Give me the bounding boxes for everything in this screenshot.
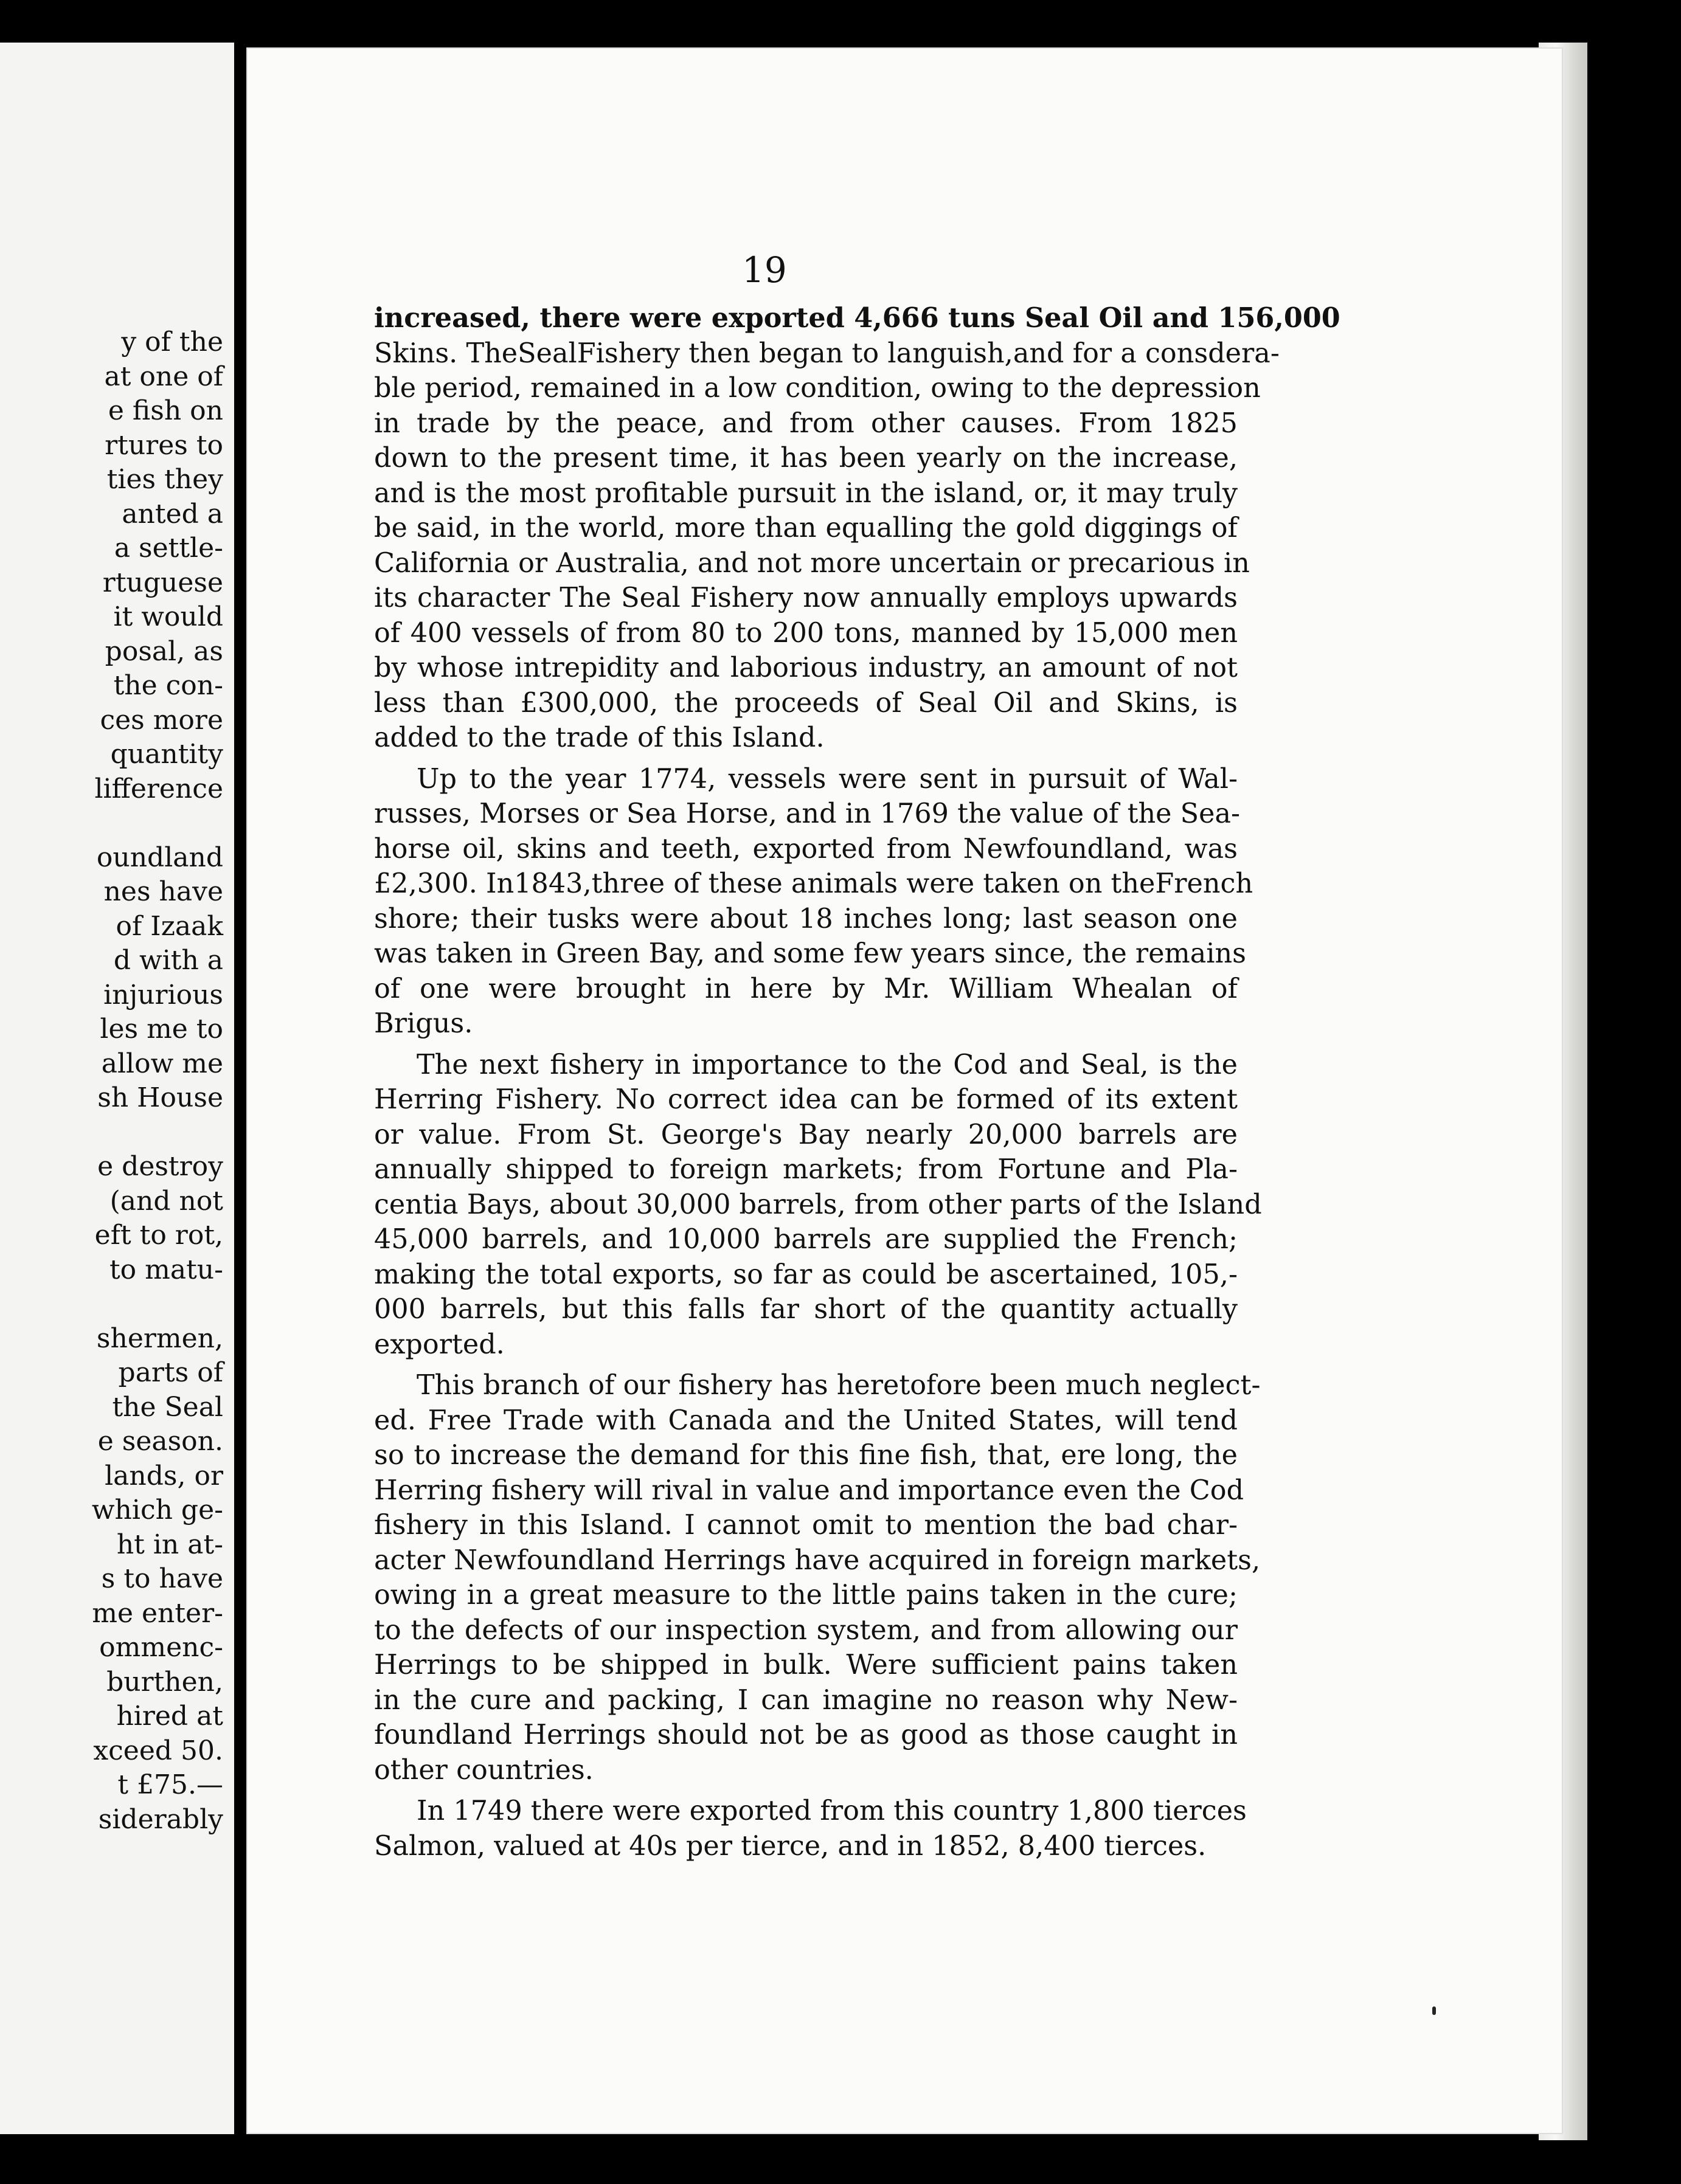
left-page-line: (and not: [109, 1185, 223, 1217]
text-line: The next fishery in importance to the Cod and Seal, is the: [417, 1049, 1238, 1080]
text-line: Herring fishery will rival in value and importance even the Cod: [374, 1474, 1244, 1506]
text-line: annually shipped to foreign markets; from Fortune and Pla-: [374, 1154, 1238, 1185]
text-line: 45,000 barrels, and 10,000 barrels are supplied the French;: [374, 1224, 1238, 1255]
ink-speck: [1432, 2006, 1436, 2015]
left-page-line: s to have: [101, 1563, 223, 1594]
left-page-line: xceed 50.: [93, 1735, 223, 1766]
text-line: Up to the year 1774, vessels were sent in pursuit of Wal-: [417, 763, 1238, 795]
text-line: by whose intrepidity and laborious industry, an amount of not: [374, 652, 1238, 683]
left-page-line: lifference: [94, 773, 223, 804]
text-line: fishery in this Island. I cannot omit to mention the bad char-: [374, 1510, 1238, 1541]
body-text: [374, 301, 1340, 1864]
text-line: was taken in Green Bay, and some few years since, the remains: [374, 938, 1246, 969]
left-page-line: hired at: [116, 1701, 223, 1732]
left-page-line: me enter-: [92, 1597, 223, 1629]
left-page-line: [92, 1116, 223, 1150]
left-page-line: oundland: [96, 841, 223, 873]
text-line: and is the most profitable pursuit in the island, or, it may truly: [374, 477, 1238, 509]
text-line: shore; their tusks were about 18 inches long; last season one: [374, 903, 1238, 935]
left-page-line: ties they: [106, 464, 223, 495]
text-line: so to increase the demand for this fine fish, that, ere long, the: [374, 1440, 1238, 1471]
text-line: This branch of our fishery has heretofore been much neglect-: [417, 1370, 1261, 1401]
left-page-line: the Seal: [112, 1391, 223, 1423]
left-page-line: y of the: [121, 327, 223, 358]
text-line: to the defects of our inspection system, and from allowing our: [374, 1614, 1238, 1646]
left-page-line: burthen,: [106, 1666, 223, 1698]
text-line: Brigus.: [374, 1008, 473, 1039]
left-page-line: of Izaak: [116, 910, 223, 942]
text-line: £2,300. In1843,three of these animals were taken on theFrench: [374, 868, 1253, 899]
left-page-line: it would: [113, 601, 223, 632]
left-page-line: quantity: [110, 739, 223, 770]
left-page-line: t £75.—: [117, 1769, 223, 1800]
left-page-line: a settle-: [114, 533, 223, 564]
text-line: less than £300,000, the proceeds of Seal Oil and Skins, is: [374, 687, 1238, 719]
left-page-line: to matu-: [109, 1254, 223, 1285]
text-line: added to the trade of this Island.: [374, 722, 825, 753]
left-page-line: parts of: [118, 1357, 223, 1388]
text-line: horse oil, skins and teeth, exported from Newfoundland, was: [374, 833, 1238, 865]
left-facing-page: [0, 43, 234, 2134]
text-line: be said, in the world, more than equalling the gold diggings of: [374, 513, 1238, 544]
text-line: its character The Seal Fishery now annually employs upwards: [374, 582, 1238, 613]
left-page-line: sh House: [97, 1082, 223, 1113]
left-page-line: siderably: [98, 1803, 223, 1835]
left-page-line: allow me: [101, 1048, 223, 1079]
text-line: in the cure and packing, I can imagine no reason why New-: [374, 1684, 1238, 1716]
text-line: of one were brought in here by Mr. William Whealan of: [374, 973, 1238, 1004]
left-page-line: rtuguese: [102, 567, 223, 598]
text-line: acter Newfoundland Herrings have acquired in foreign markets,: [374, 1544, 1261, 1576]
text-line: 000 barrels, but this falls far short of the quantity actually: [374, 1294, 1238, 1325]
text-line: Salmon, valued at 40s per tierce, and in 1852, 8,400 tierces.: [374, 1830, 1207, 1862]
text-line: exported.: [374, 1329, 505, 1360]
text-line: In 1749 there were exported from this country 1,800 tierces: [417, 1795, 1247, 1826]
left-page-line: ces more: [100, 704, 223, 736]
left-page-line: e fish on: [108, 395, 223, 426]
text-line: russes, Morses or Sea Horse, and in 1769 the value of the Sea-: [374, 798, 1241, 829]
text-line: Herring Fishery. No correct idea can be formed of its extent: [374, 1084, 1238, 1115]
text-line: Herrings to be shipped in bulk. Were sufficient pains taken: [374, 1650, 1238, 1681]
paragraph: [374, 1368, 1261, 1788]
text-line: of 400 vessels of from 80 to 200 tons, manned by 15,000 men: [374, 617, 1238, 649]
paragraph: [374, 1794, 1247, 1864]
left-page-line: [92, 1287, 223, 1322]
text-line: California or Australia, and not more uncertain or precarious in: [374, 547, 1250, 579]
left-page-line: e season.: [97, 1426, 223, 1457]
text-line: ed. Free Trade with Canada and the United States, will tend: [374, 1405, 1238, 1436]
left-page-line: eft to rot,: [94, 1220, 223, 1251]
text-line: foundland Herrings should not be as good as those caught in: [374, 1719, 1238, 1750]
left-page-line: shermen,: [96, 1322, 223, 1354]
paragraph: [374, 1048, 1262, 1363]
text-line: or value. From St. George's Bay nearly 20,000 barrels are: [374, 1119, 1238, 1150]
left-page-line: injurious: [103, 979, 223, 1011]
left-page-line: d with a: [113, 945, 223, 976]
text-line: increased, there were exported 4,666 tuns Seal Oil and 156,000: [374, 302, 1340, 334]
page-number: 19: [742, 249, 787, 291]
left-page-line: rtures to: [105, 429, 223, 461]
text-line: owing in a great measure to the little pains taken in the cure;: [374, 1580, 1238, 1611]
text-line: centia Bays, about 30,000 barrels, from other parts of the Island: [374, 1189, 1262, 1220]
left-page-line: anted a: [122, 498, 223, 530]
paragraph: [374, 301, 1340, 756]
left-page-line: [92, 806, 223, 841]
left-page-line: nes have: [103, 876, 223, 907]
text-line: making the total exports, so far as could be ascertained, 105,-: [374, 1259, 1238, 1290]
text-line: Skins. TheSealFishery then began to languish,and for a consdera-: [374, 337, 1280, 369]
left-page-line: e destroy: [97, 1151, 223, 1182]
left-page-line: ht in at-: [116, 1529, 223, 1560]
left-page-line: lands, or: [105, 1460, 223, 1491]
text-line: ble period, remained in a low condition, owing to the depression: [374, 373, 1261, 404]
left-page-text: [92, 325, 223, 1837]
text-line: other countries.: [374, 1754, 594, 1786]
left-page-line: posal, as: [105, 635, 223, 667]
text-line: down to the present time, it has been yearly on the increase,: [374, 443, 1238, 474]
left-page-line: the con-: [113, 670, 223, 701]
left-page-line: at one of: [104, 361, 223, 392]
paragraph: [374, 762, 1253, 1042]
left-page-line: which ge-: [91, 1495, 223, 1526]
left-page-line: ommenc-: [99, 1632, 223, 1663]
left-page-line: les me to: [100, 1014, 223, 1045]
text-line: in trade by the peace, and from other causes. From 1825: [374, 407, 1238, 439]
